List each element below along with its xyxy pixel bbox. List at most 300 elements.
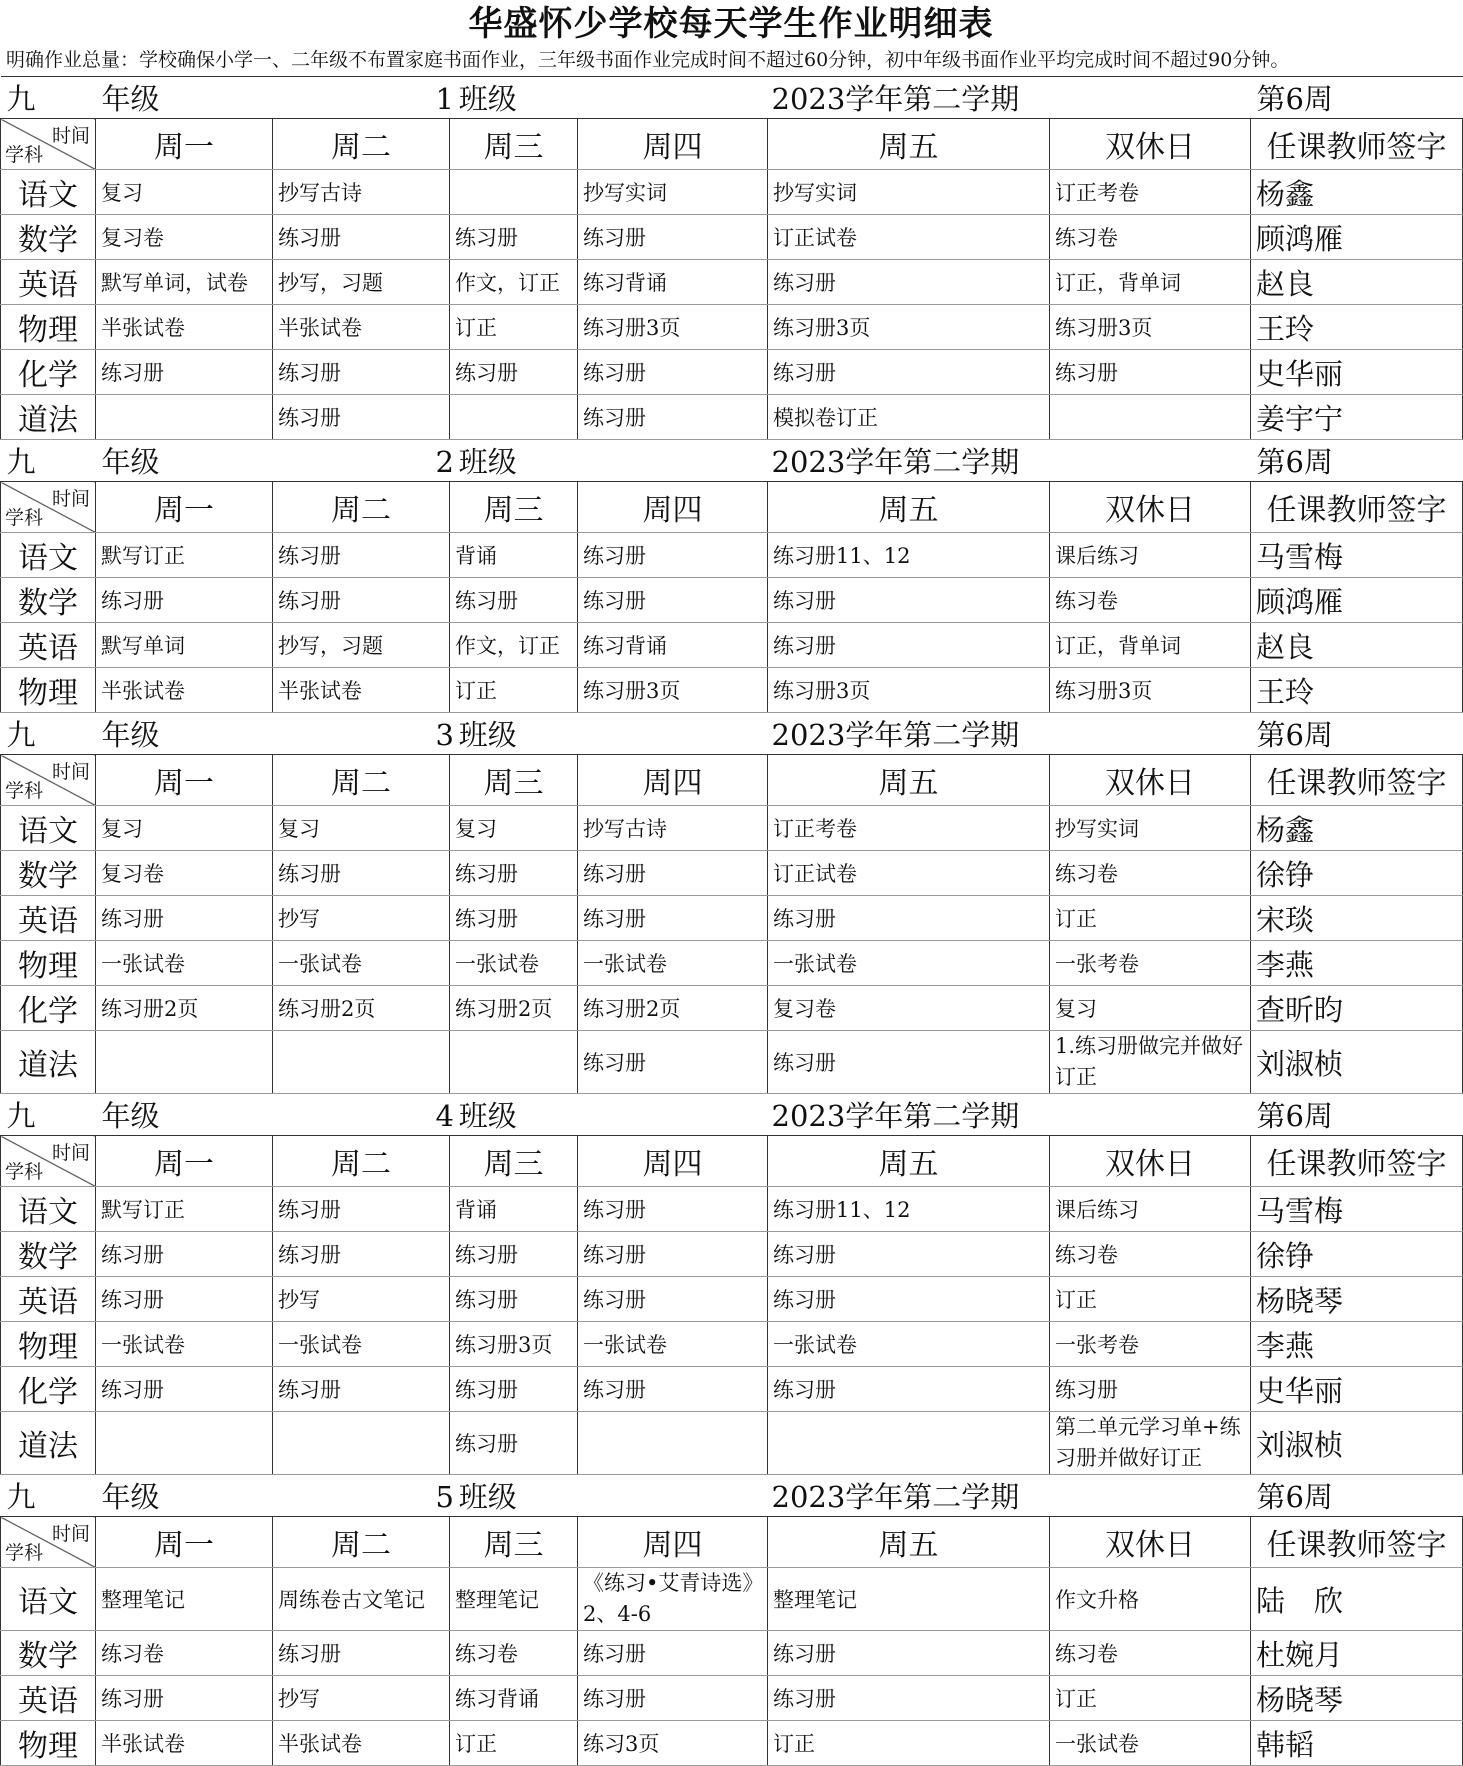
homework-cell: 练习册3页	[1050, 668, 1251, 713]
corner-time-label: 时间	[51, 1142, 90, 1164]
subject-name: 物理	[1, 941, 96, 986]
homework-cell: 一张试卷	[450, 941, 578, 986]
homework-cell: 练习册	[96, 350, 273, 395]
day-header: 任课教师签字	[1251, 482, 1463, 533]
homework-cell: 整理笔记	[450, 1568, 578, 1631]
subject-row	[1, 1412, 1463, 1475]
day-header: 周五	[768, 119, 1050, 170]
day-header-row	[1, 119, 1463, 170]
corner-subject-label: 学科	[5, 780, 44, 802]
homework-cell: 1.练习册做完并做好订正	[1050, 1031, 1251, 1094]
subject-row	[1, 986, 1463, 1031]
day-header: 周四	[578, 1517, 768, 1568]
day-header: 双休日	[1050, 119, 1251, 170]
day-header: 周三	[450, 119, 578, 170]
homework-cell: 一张试卷	[768, 1322, 1050, 1367]
homework-cell: 练习册	[273, 1187, 450, 1232]
day-header: 任课教师签字	[1251, 1517, 1463, 1568]
homework-cell: 一张考卷	[1050, 1322, 1251, 1367]
homework-cell: 练习册	[96, 1277, 273, 1322]
homework-cell: 练习册	[578, 350, 768, 395]
homework-cell: 练习册	[578, 578, 768, 623]
homework-cell: 练习册	[578, 395, 768, 440]
grade-value: 九	[1, 1094, 96, 1136]
subject-row	[1, 851, 1463, 896]
homework-cell: 一张试卷	[273, 941, 450, 986]
teacher-signature: 杨晓琴	[1251, 1277, 1463, 1322]
homework-cell: 订正试卷	[768, 215, 1050, 260]
empty-cell	[273, 440, 450, 482]
homework-cell: 练习册	[96, 578, 273, 623]
subject-row	[1, 260, 1463, 305]
corner-time-label: 时间	[51, 1523, 90, 1545]
homework-cell: 练习册2页	[450, 986, 578, 1031]
day-header: 周四	[578, 119, 768, 170]
homework-cell: 复习卷	[768, 986, 1050, 1031]
subject-row	[1, 1322, 1463, 1367]
class-info-row	[1, 713, 1463, 755]
subject-name: 道法	[1, 1031, 96, 1094]
teacher-signature: 韩韬	[1251, 1721, 1463, 1766]
subject-row	[1, 1568, 1463, 1631]
homework-cell: 练习册3页	[1050, 305, 1251, 350]
empty-cell	[273, 1475, 450, 1517]
day-header: 周一	[96, 1136, 273, 1187]
homework-cell: 练习册	[1050, 1367, 1251, 1412]
week-label: 第6周	[1251, 1094, 1463, 1136]
day-header-row	[1, 1517, 1463, 1568]
subject-name: 语文	[1, 1187, 96, 1232]
day-header: 周二	[273, 119, 450, 170]
homework-cell: 订正，背单词	[1050, 260, 1251, 305]
teacher-signature: 王玲	[1251, 668, 1463, 713]
teacher-signature: 李燕	[1251, 941, 1463, 986]
subject-name: 物理	[1, 668, 96, 713]
homework-cell	[1050, 395, 1251, 440]
teacher-signature: 刘淑桢	[1251, 1031, 1463, 1094]
day-header: 任课教师签字	[1251, 1136, 1463, 1187]
week-label: 第6周	[1251, 1475, 1463, 1517]
homework-cell: 订正	[1050, 1676, 1251, 1721]
homework-cell: 抄写实词	[1050, 806, 1251, 851]
homework-cell: 默写单词，试卷	[96, 260, 273, 305]
homework-cell: 练习册	[1050, 350, 1251, 395]
homework-cell: 作文，订正	[450, 260, 578, 305]
homework-cell: 练习册	[450, 578, 578, 623]
subject-row	[1, 1031, 1463, 1094]
homework-cell: 一张试卷	[578, 1322, 768, 1367]
subject-name: 英语	[1, 260, 96, 305]
homework-cell: 练习册2页	[578, 986, 768, 1031]
subject-name: 数学	[1, 1232, 96, 1277]
homework-cell: 练习册3页	[578, 668, 768, 713]
homework-cell: 练习册	[96, 1232, 273, 1277]
homework-cell: 订正	[450, 668, 578, 713]
homework-cell: 练习册	[768, 1631, 1050, 1676]
grade-value: 九	[1, 1475, 96, 1517]
homework-cell: 半张试卷	[96, 668, 273, 713]
homework-cell	[96, 1031, 273, 1094]
subject-row	[1, 1277, 1463, 1322]
homework-cell: 复习卷	[96, 851, 273, 896]
day-header: 双休日	[1050, 1136, 1251, 1187]
day-header: 周四	[578, 755, 768, 806]
corner-header-cell	[1, 119, 96, 170]
teacher-signature: 杨鑫	[1251, 170, 1463, 215]
term-label: 2023学年第二学期	[768, 713, 1050, 755]
subject-row	[1, 395, 1463, 440]
teacher-signature: 王玲	[1251, 305, 1463, 350]
subject-name: 物理	[1, 1322, 96, 1367]
homework-cell: 作文升格	[1050, 1568, 1251, 1631]
class-info-row	[1, 1094, 1463, 1136]
corner-subject-label: 学科	[5, 1542, 44, 1564]
class-label: 班级	[458, 82, 517, 116]
grade-label: 年级	[96, 1094, 273, 1136]
homework-cell: 订正	[1050, 896, 1251, 941]
homework-cell: 练习册	[578, 1277, 768, 1322]
teacher-signature: 刘淑桢	[1251, 1412, 1463, 1475]
subject-name: 英语	[1, 896, 96, 941]
homework-cell: 抄写古诗	[578, 806, 768, 851]
subject-row	[1, 1631, 1463, 1676]
homework-cell: 一张试卷	[96, 941, 273, 986]
homework-cell: 练习册	[273, 215, 450, 260]
homework-cell: 练习册	[578, 1232, 768, 1277]
homework-cell: 订正	[450, 305, 578, 350]
homework-cell: 练习册	[578, 1676, 768, 1721]
homework-cell: 复习	[96, 170, 273, 215]
homework-cell: 抄写	[273, 1676, 450, 1721]
homework-cell: 练习册	[450, 1277, 578, 1322]
workload-note: 明确作业总量：学校确保小学一、二年级不布置家庭书面作业，三年级书面作业完成时间不超过60分钟，初中年级书面作业平均完成时间不超过90分钟。	[6, 49, 1290, 71]
homework-cell: 练习册	[768, 578, 1050, 623]
subject-row	[1, 533, 1463, 578]
homework-cell: 第二单元学习单+练习册并做好订正	[1050, 1412, 1251, 1475]
homework-cell: 练习册	[768, 350, 1050, 395]
class-cell: 1 班级	[450, 77, 578, 119]
homework-table	[0, 76, 1463, 1766]
day-header: 周四	[578, 1136, 768, 1187]
teacher-signature: 宋琰	[1251, 896, 1463, 941]
teacher-signature: 陆 欣	[1251, 1568, 1463, 1631]
homework-cell: 练习卷	[1050, 851, 1251, 896]
teacher-signature: 查昕昀	[1251, 986, 1463, 1031]
teacher-signature: 赵良	[1251, 623, 1463, 668]
day-header-row	[1, 1136, 1463, 1187]
day-header-row	[1, 755, 1463, 806]
empty-cell	[273, 77, 450, 119]
day-header: 周一	[96, 482, 273, 533]
term-label: 2023学年第二学期	[768, 440, 1050, 482]
day-header: 双休日	[1050, 482, 1251, 533]
day-header: 双休日	[1050, 755, 1251, 806]
day-header: 双休日	[1050, 1517, 1251, 1568]
day-header: 周二	[273, 482, 450, 533]
homework-cell: 练习册	[96, 1367, 273, 1412]
subject-row	[1, 170, 1463, 215]
corner-time-label: 时间	[51, 125, 90, 147]
week-label: 第6周	[1251, 440, 1463, 482]
day-header: 周二	[273, 755, 450, 806]
homework-cell: 练习册	[578, 1631, 768, 1676]
homework-cell	[273, 1031, 450, 1094]
homework-cell: 一张试卷	[96, 1322, 273, 1367]
grade-label: 年级	[96, 77, 273, 119]
day-header: 周三	[450, 1517, 578, 1568]
subject-row	[1, 941, 1463, 986]
homework-cell: 练习背诵	[450, 1676, 578, 1721]
corner-subject-label: 学科	[5, 507, 44, 529]
teacher-signature: 杨晓琴	[1251, 1676, 1463, 1721]
class-label: 班级	[458, 718, 517, 752]
class-label: 班级	[458, 1480, 517, 1514]
day-header: 周三	[450, 482, 578, 533]
teacher-signature: 顾鸿雁	[1251, 578, 1463, 623]
homework-cell: 练习册3页	[450, 1322, 578, 1367]
day-header-row	[1, 482, 1463, 533]
homework-cell	[768, 1412, 1050, 1475]
homework-cell: 练习册	[450, 350, 578, 395]
homework-cell: 练习册	[96, 896, 273, 941]
teacher-signature: 姜宇宁	[1251, 395, 1463, 440]
homework-cell: 练习册	[768, 896, 1050, 941]
class-info-row	[1, 77, 1463, 119]
homework-cell: 练习册	[273, 350, 450, 395]
class-cell: 4 班级	[450, 1094, 578, 1136]
class-cell: 3 班级	[450, 713, 578, 755]
class-info-row	[1, 1475, 1463, 1517]
homework-cell: 练习册	[768, 1676, 1050, 1721]
homework-cell: 练习册	[578, 1031, 768, 1094]
grade-value: 九	[1, 713, 96, 755]
teacher-signature: 赵良	[1251, 260, 1463, 305]
homework-cell: 抄写，习题	[273, 623, 450, 668]
week-label: 第6周	[1251, 713, 1463, 755]
subject-name: 英语	[1, 623, 96, 668]
corner-header-cell	[1, 755, 96, 806]
page-title: 华盛怀少学校每天学生作业明细表	[468, 4, 994, 44]
corner-subject-label: 学科	[5, 1161, 44, 1183]
grade-label: 年级	[96, 1475, 273, 1517]
homework-cell: 订正试卷	[768, 851, 1050, 896]
teacher-signature: 顾鸿雁	[1251, 215, 1463, 260]
teacher-signature: 史华丽	[1251, 350, 1463, 395]
subject-name: 语文	[1, 806, 96, 851]
homework-cell: 练习册	[450, 1412, 578, 1475]
day-header: 周一	[96, 119, 273, 170]
empty-cell	[578, 440, 768, 482]
homework-cell: 模拟卷订正	[768, 395, 1050, 440]
subject-name: 数学	[1, 851, 96, 896]
homework-cell: 练习册	[273, 1631, 450, 1676]
homework-cell: 订正考卷	[768, 806, 1050, 851]
corner-header-cell	[1, 1517, 96, 1568]
homework-cell: 练习册11、12	[768, 533, 1050, 578]
day-header: 周五	[768, 1517, 1050, 1568]
homework-cell	[578, 1412, 768, 1475]
homework-cell: 练习卷	[1050, 215, 1251, 260]
corner-time-label: 时间	[51, 761, 90, 783]
homework-cell: 抄写	[273, 1277, 450, 1322]
subject-row	[1, 215, 1463, 260]
homework-cell: 复习	[96, 806, 273, 851]
empty-cell	[273, 713, 450, 755]
homework-cell: 练习册	[768, 1232, 1050, 1277]
empty-cell	[1050, 1475, 1251, 1517]
homework-cell: 整理笔记	[96, 1568, 273, 1631]
homework-cell: 《练习•艾青诗选》2、4-6	[578, 1568, 768, 1631]
grade-value: 九	[1, 77, 96, 119]
homework-cell: 练习册	[768, 1277, 1050, 1322]
homework-cell: 作文，订正	[450, 623, 578, 668]
subject-row	[1, 1367, 1463, 1412]
homework-cell: 练习册	[273, 1232, 450, 1277]
week-label: 第6周	[1251, 77, 1463, 119]
homework-cell: 订正	[450, 1721, 578, 1766]
empty-cell	[1050, 440, 1251, 482]
subject-name: 化学	[1, 1367, 96, 1412]
homework-cell: 练习册	[450, 1232, 578, 1277]
homework-cell: 抄写实词	[578, 170, 768, 215]
day-header: 任课教师签字	[1251, 755, 1463, 806]
subject-row	[1, 623, 1463, 668]
homework-cell: 复习	[450, 806, 578, 851]
homework-cell: 默写单词	[96, 623, 273, 668]
grade-value: 九	[1, 440, 96, 482]
homework-cell: 练习册	[768, 1031, 1050, 1094]
homework-cell	[450, 1031, 578, 1094]
homework-cell: 练习册	[450, 896, 578, 941]
homework-cell: 练习册	[578, 896, 768, 941]
homework-cell: 练习卷	[96, 1631, 273, 1676]
grade-label: 年级	[96, 713, 273, 755]
empty-cell	[578, 1094, 768, 1136]
subject-row	[1, 1187, 1463, 1232]
subject-row	[1, 350, 1463, 395]
day-header: 周一	[96, 1517, 273, 1568]
homework-cell: 练习卷	[1050, 1232, 1251, 1277]
subject-name: 道法	[1, 1412, 96, 1475]
subject-row	[1, 896, 1463, 941]
day-header: 周四	[578, 482, 768, 533]
empty-cell	[578, 1475, 768, 1517]
subject-row	[1, 1232, 1463, 1277]
day-header: 周一	[96, 755, 273, 806]
term-label: 2023学年第二学期	[768, 1475, 1050, 1517]
corner-header-cell	[1, 1136, 96, 1187]
subject-name: 化学	[1, 986, 96, 1031]
homework-cell	[450, 395, 578, 440]
homework-cell: 练习册3页	[768, 305, 1050, 350]
class-label: 班级	[458, 445, 517, 479]
homework-cell: 练习册	[450, 851, 578, 896]
homework-cell: 复习	[1050, 986, 1251, 1031]
homework-cell: 练习册	[578, 1367, 768, 1412]
homework-cell: 抄写实词	[768, 170, 1050, 215]
homework-cell: 练习册11、12	[768, 1187, 1050, 1232]
empty-cell	[1050, 77, 1251, 119]
corner-header-cell	[1, 482, 96, 533]
homework-cell: 练习册	[768, 1367, 1050, 1412]
class-cell: 5 班级	[450, 1475, 578, 1517]
teacher-signature: 杨鑫	[1251, 806, 1463, 851]
homework-cell: 练习册2页	[273, 986, 450, 1031]
day-header: 周三	[450, 1136, 578, 1187]
homework-cell: 练习册2页	[96, 986, 273, 1031]
homework-cell: 抄写古诗	[273, 170, 450, 215]
homework-cell: 练习册3页	[768, 668, 1050, 713]
subject-row	[1, 1721, 1463, 1766]
teacher-signature: 杜婉月	[1251, 1631, 1463, 1676]
homework-cell: 练习册	[768, 623, 1050, 668]
subject-row	[1, 305, 1463, 350]
homework-cell: 练习册	[96, 1676, 273, 1721]
homework-cell: 练习卷	[1050, 1631, 1251, 1676]
homework-cell: 订正	[1050, 1277, 1251, 1322]
subject-name: 物理	[1, 1721, 96, 1766]
homework-cell	[96, 395, 273, 440]
term-label: 2023学年第二学期	[768, 1094, 1050, 1136]
corner-subject-label: 学科	[5, 144, 44, 166]
subject-row	[1, 668, 1463, 713]
day-header: 周二	[273, 1136, 450, 1187]
homework-cell: 订正	[768, 1721, 1050, 1766]
day-header: 周五	[768, 755, 1050, 806]
empty-cell	[578, 713, 768, 755]
empty-cell	[1050, 1094, 1251, 1136]
homework-cell: 练习卷	[1050, 578, 1251, 623]
day-header: 任课教师签字	[1251, 119, 1463, 170]
homework-cell: 抄写，习题	[273, 260, 450, 305]
teacher-signature: 马雪梅	[1251, 533, 1463, 578]
subject-name: 数学	[1, 578, 96, 623]
class-info-row	[1, 440, 1463, 482]
homework-cell: 订正，背单词	[1050, 623, 1251, 668]
homework-cell: 练习册	[273, 1367, 450, 1412]
homework-cell: 课后练习	[1050, 533, 1251, 578]
homework-cell: 一张试卷	[578, 941, 768, 986]
subject-name: 语文	[1, 533, 96, 578]
homework-cell: 默写订正	[96, 1187, 273, 1232]
homework-cell: 练习册	[273, 395, 450, 440]
homework-cell: 课后练习	[1050, 1187, 1251, 1232]
homework-cell: 背诵	[450, 533, 578, 578]
homework-cell: 复习卷	[96, 215, 273, 260]
homework-cell: 练习卷	[450, 1631, 578, 1676]
homework-cell: 练习册	[578, 533, 768, 578]
class-cell: 2 班级	[450, 440, 578, 482]
homework-cell: 半张试卷	[96, 1721, 273, 1766]
homework-cell: 订正考卷	[1050, 170, 1251, 215]
teacher-signature: 徐铮	[1251, 1232, 1463, 1277]
homework-cell: 半张试卷	[273, 305, 450, 350]
grade-label: 年级	[96, 440, 273, 482]
homework-cell: 一张试卷	[1050, 1721, 1251, 1766]
homework-cell: 练习册	[578, 1187, 768, 1232]
homework-cell: 背诵	[450, 1187, 578, 1232]
homework-cell: 练习册	[578, 851, 768, 896]
teacher-signature: 徐铮	[1251, 851, 1463, 896]
empty-cell	[1050, 713, 1251, 755]
homework-cell: 练习册	[273, 533, 450, 578]
homework-cell: 练习册	[768, 260, 1050, 305]
homework-cell: 默写订正	[96, 533, 273, 578]
subject-name: 语文	[1, 1568, 96, 1631]
homework-cell: 练习册3页	[578, 305, 768, 350]
homework-cell: 半张试卷	[273, 1721, 450, 1766]
homework-cell: 半张试卷	[273, 668, 450, 713]
